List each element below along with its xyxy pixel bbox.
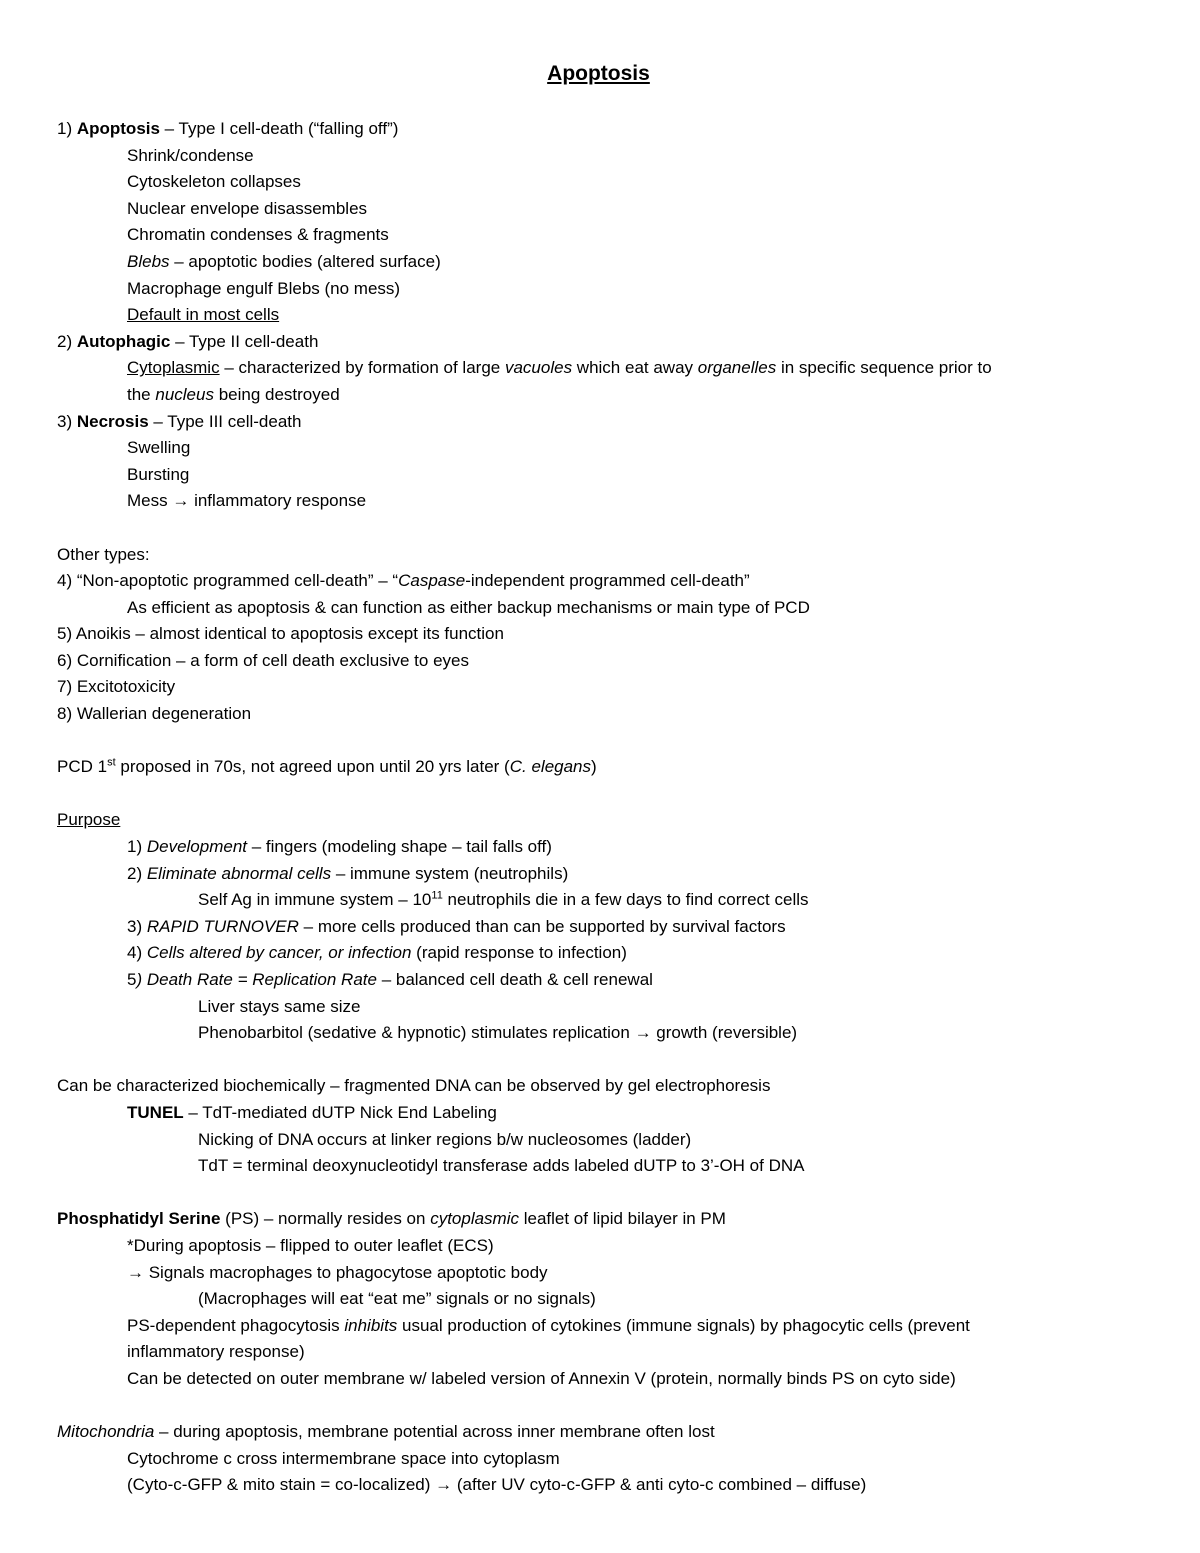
purpose-item-5-detail-1: Liver stays same size <box>198 996 361 1016</box>
list-item: Bursting <box>127 464 190 484</box>
other-type-5: 5) Anoikis – almost identical to apoptosis except its function <box>57 624 504 644</box>
list-item-blebs: Blebs – apoptotic bodies (altered surface) <box>127 251 441 271</box>
purpose-heading: Purpose <box>57 810 121 830</box>
autophagic-description: Cytoplasmic – characterized by formation of large vacuoles which eat away organelles in specific sequence prior to <box>127 358 992 378</box>
spacer <box>57 728 1140 755</box>
ps-line-3: → Signals macrophages to phagocytose apoptotic body <box>127 1262 548 1282</box>
tunel-line: TUNEL – TdT-mediated dUTP Nick End Labeling <box>127 1102 497 1122</box>
page-title: Apoptosis <box>547 62 650 85</box>
other-type-8: 8) Wallerian degeneration <box>57 704 252 724</box>
tunel-detail-2: TdT = terminal deoxynucleotidyl transferase adds labeled dUTP to 3’-OH of DNA <box>198 1156 805 1176</box>
ps-line-2: *During apoptosis – flipped to outer leaflet (ECS) <box>127 1235 494 1255</box>
section-autophagic-heading: 2) Autophagic – Type II cell-death <box>57 331 319 351</box>
purpose-item-4: 4) Cells altered by cancer, or infection (rapid response to infection) <box>127 943 627 963</box>
ps-line-5-cont: inflammatory response) <box>127 1342 305 1362</box>
section-necrosis-heading: 3) Necrosis – Type III cell-death <box>57 411 302 431</box>
arrow-right-icon: → <box>172 491 190 511</box>
arrow-right-icon: → <box>127 1262 144 1282</box>
other-type-6: 6) Cornification – a form of cell death exclusive to eyes <box>57 650 469 670</box>
list-item: Shrink/condense <box>127 145 254 165</box>
other-types-heading: Other types: <box>57 544 150 564</box>
list-item: Swelling <box>127 438 191 458</box>
list-item-mess: Mess → inflammatory response <box>127 491 367 511</box>
mito-line-3: (Cyto-c-GFP & mito stain = co-localized) → (after UV cyto-c-GFP & anti cyto-c combined – diffuse) <box>127 1475 867 1495</box>
purpose-item-1: 1) Development – fingers (modeling shape – tail falls off) <box>127 837 552 857</box>
term-apoptosis: Apoptosis <box>76 119 160 138</box>
purpose-item-2-detail: Self Ag in immune system – $10^{11}$ neutrophils die in a few days to find correct cells <box>198 889 809 910</box>
ps-line-5: PS-dependent phagocytosis inhibits usual production of cytokines (immune signals) by phagocytic cells (prevent <box>127 1315 970 1335</box>
other-type-7: 7) Excitotoxicity <box>57 677 176 697</box>
purpose-item-5: 5) Death Rate = Replication Rate – balanced cell death & cell renewal <box>127 970 653 989</box>
purpose-item-5-detail-2: Phenobarbitol (sedative & hypnotic) stimulates replication → growth (reversible) <box>198 1023 798 1043</box>
pcd-history: PCD 1st proposed in 70s, not agreed upon until 20 yrs later (C. elegans) <box>57 756 597 777</box>
spacer <box>57 1180 1140 1207</box>
other-type-4: 4) “Non-apoptotic programmed cell-death” – “Caspase-independent programmed cell-death” <box>57 571 750 591</box>
ps-line-6: Can be detected on outer membrane w/ labeled version of Annexin V (protein, normally binds PS on cyto side) <box>127 1368 956 1388</box>
purpose-item-2: 2) Eliminate abnormal cells – immune system (neutrophils) <box>127 863 569 883</box>
term-necrosis: Necrosis <box>76 411 149 431</box>
list-item: Nuclear envelope disassembles <box>127 198 368 218</box>
mito-heading: Mitochondria – during apoptosis, membrane potential across inner membrane often lost <box>57 1422 715 1442</box>
list-item: Chromatin condenses & fragments <box>127 225 389 245</box>
mito-line-2: Cytochrome c cross intermembrane space into cytoplasm <box>127 1448 560 1468</box>
list-item: Macrophage engulf Blebs (no mess) <box>127 278 401 298</box>
ps-heading: Phosphatidyl Serine (PS) – normally resides on cytoplasmic leaflet of lipid bilayer in PM <box>57 1209 726 1229</box>
tunel-detail-1: Nicking of DNA occurs at linker regions b/w nucleosomes (ladder) <box>198 1129 692 1149</box>
spacer <box>57 781 1140 808</box>
list-item: Cytoskeleton collapses <box>127 172 301 192</box>
autophagic-description-cont: the nucleus being destroyed <box>127 384 340 404</box>
biochem-line: Can be characterized biochemically – fragmented DNA can be observed by gel electrophoresis <box>57 1076 771 1096</box>
other-type-4-detail: As efficient as apoptosis & can function as either backup mechanisms or main type of PCD <box>127 597 810 617</box>
list-item-default: Default in most cells <box>127 305 280 325</box>
arrow-right-icon: → <box>634 1023 652 1043</box>
term-autophagic: Autophagic <box>76 331 171 351</box>
ps-line-4: (Macrophages will eat “eat me” signals or no signals) <box>198 1289 596 1309</box>
arrow-right-icon: → <box>435 1475 453 1495</box>
spacer <box>57 1393 1140 1420</box>
spacer <box>57 515 1140 542</box>
spacer <box>57 1047 1140 1074</box>
section-apoptosis-heading: 1) Apoptosis – Type I cell-death (“falling off”) <box>57 119 399 138</box>
purpose-item-3: 3) RAPID TURNOVER – more cells produced than can be supported by survival factors <box>127 916 786 936</box>
